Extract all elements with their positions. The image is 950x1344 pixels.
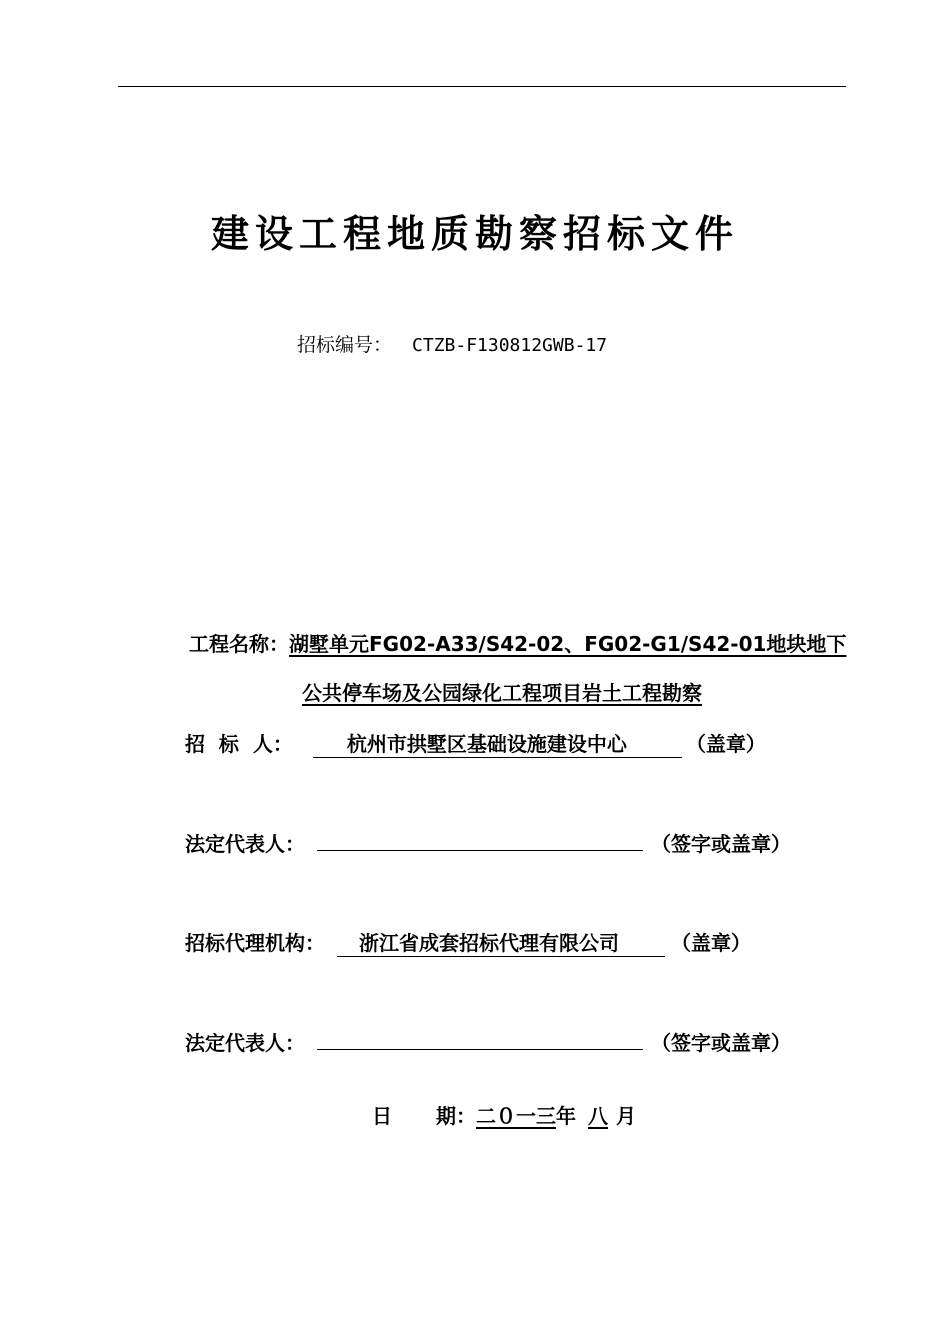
agency-rep-sign-note: （签字或盖章） [651, 1031, 791, 1055]
tenderer-rep-blank [317, 828, 643, 851]
date-label-2: 期： [436, 1104, 476, 1128]
agency-label: 招标代理机构： [185, 931, 325, 955]
agency-rep-label: 法定代表人： [185, 1031, 305, 1055]
agency-value: 浙江省成套招标代理有限公司 [359, 931, 619, 955]
tenderer-field [313, 731, 682, 758]
project-name-line-2 [302, 678, 702, 708]
tenderer-rep-label: 法定代表人： [185, 832, 305, 856]
agency-row [185, 928, 751, 958]
tenderer-rep-row [185, 828, 791, 859]
agency-seal-note: （盖章） [671, 931, 751, 955]
project-name-line-1 [189, 629, 846, 659]
date-row [372, 1101, 636, 1131]
agency-rep-blank [317, 1027, 643, 1050]
header-rule [118, 86, 846, 87]
tender-number [297, 330, 607, 361]
project-name-value-2: 公共停车场及公园绿化工程项目岩土工程勘察 [302, 681, 702, 705]
project-name-value-1: 湖墅单元FG02-A33/S42-02、FG02-G1/S42-01地块地下 [289, 632, 847, 656]
tenderer-label: 招 标 人： [185, 732, 293, 756]
tender-number-label: 招标编号： [297, 334, 393, 356]
date-month: 八 [588, 1104, 608, 1128]
agency-field [337, 930, 665, 957]
date-month-unit: 月 [616, 1104, 636, 1128]
tender-number-value: CTZB-F130812GWB-17 [412, 335, 608, 356]
date-year-unit: 年 [556, 1104, 576, 1128]
tenderer-rep-sign-note: （签字或盖章） [651, 832, 791, 856]
agency-rep-row [185, 1027, 791, 1058]
date-label-1: 日 [372, 1104, 392, 1128]
tenderer-row [185, 729, 766, 759]
tenderer-value: 杭州市拱墅区基础设施建设中心 [346, 732, 627, 756]
tenderer-seal-note: （盖章） [685, 732, 766, 756]
document-title: 建设工程地质勘察招标文件 [210, 212, 739, 256]
date-year: 二０一三 [476, 1104, 556, 1128]
project-name-label: 工程名称： [189, 632, 289, 656]
